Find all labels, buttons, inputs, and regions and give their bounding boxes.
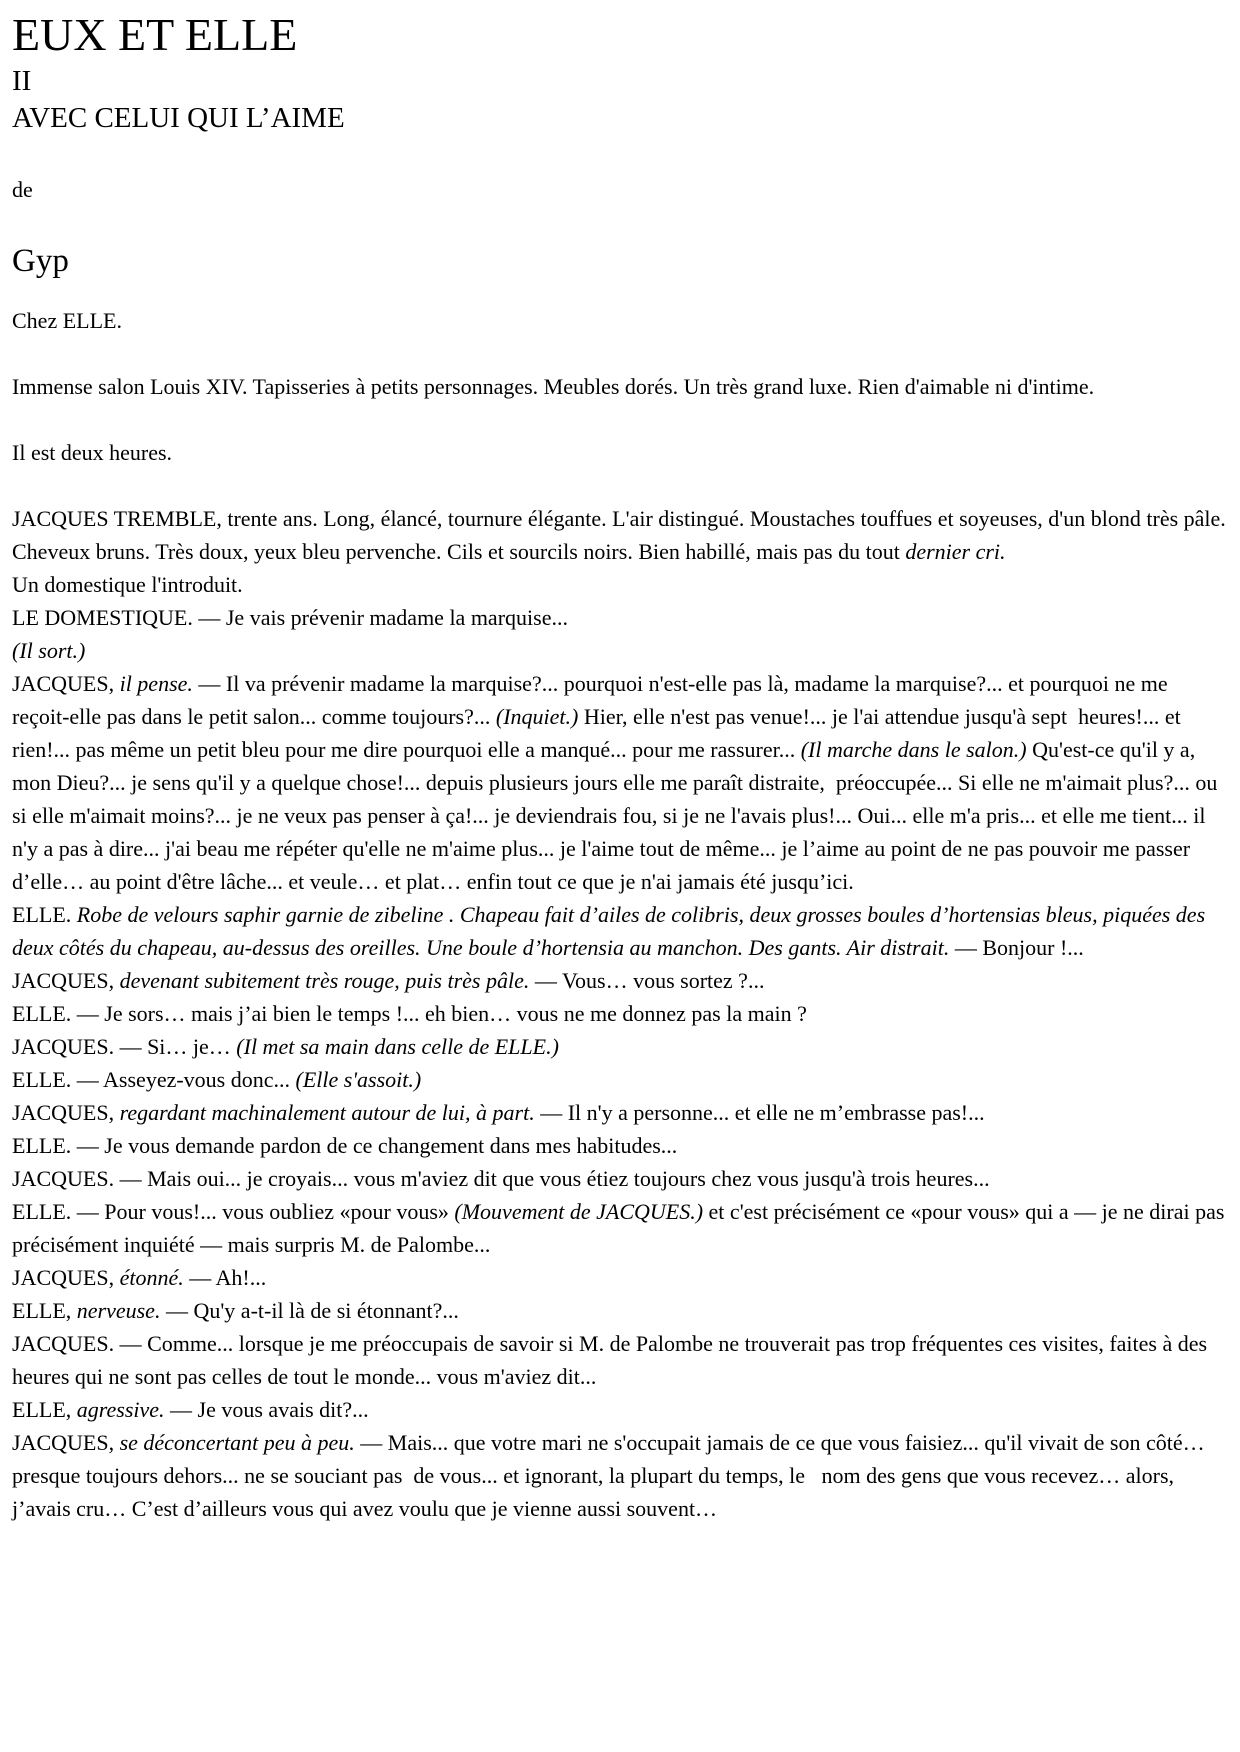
text-run: JACQUES TREMBLE, trente ans. Long, élancé, tournure élégante. L'air distingué. Moustaches touffues et soyeuses, d'un blond très pâle. Cheveux bruns. Très doux, yeux bleu pervenche. Cils et sourcils noirs. Bien habillé, mais pas du tout — [12, 506, 1232, 564]
text-run: Chez ELLE. — [12, 308, 122, 333]
dialogue-line — [12, 1195, 1228, 1261]
text-run: Un domestique l'introduit. — [12, 572, 243, 597]
dialogue-line — [12, 1294, 1228, 1327]
text-run: — Il va prévenir madame la marquise?... pourquoi n'est-elle pas là, madame la marquise?... et pourquoi ne me reçoit-elle pas dans le petit salon... comme toujours?... — [12, 671, 1174, 729]
text-run: ELLE, — [12, 1397, 77, 1422]
italic-text: devenant subitement très rouge, puis très pâle. — [119, 968, 530, 993]
text-run: — Il n'y a personne... et elle ne m’embrasse pas!... — [534, 1100, 985, 1125]
text-run: ELLE. — Je vous demande pardon de ce changement dans mes habitudes... — [12, 1133, 678, 1158]
dialogue-line — [12, 1129, 1228, 1162]
text-run: Il est deux heures. — [12, 440, 173, 465]
text-run: Qu'est-ce qu'il y a, mon Dieu?... je sens qu'il y a quelque chose!... depuis plusieurs jours elle me paraît distraite, préoccupée... Si elle ne m'aimait plus?... ou si elle m'aimait moins?... je ne veux pas penser à ça!... je deviendrais fou, si je ne l'avais plus!... Oui... elle m'a pris... et elle me tient... il n'y a pas à dire... j'ai beau me répéter qu'elle ne m'aime plus... je l'aime tout de même... je l’aime au point de ne pas pouvoir me passer d’elle… au point d'être lâche... et veule… et plat… enfin tout ce que je n'ai jamais été jusqu’ici. — [12, 737, 1223, 894]
text-run: JACQUES. — Mais oui... je croyais... vous m'aviez dit que vous étiez toujours chez vous jusqu'à trois heures... — [12, 1166, 990, 1191]
italic-text: (Il met sa main dans celle de ELLE.) — [236, 1034, 559, 1059]
dialogue-line — [12, 898, 1228, 964]
dialogue-line — [12, 1426, 1228, 1525]
text-run: JACQUES. — Comme... lorsque je me préoccupais de savoir si M. de Palombe ne trouverait pas trop fréquentes ces visites, faites à des heures qui ne sont pas celles de tout le monde... vous m'aviez dit... — [12, 1331, 1213, 1389]
text-run: JACQUES, — [12, 1100, 120, 1125]
text-run: — Vous… vous sortez ?... — [529, 968, 765, 993]
dialogue-line — [12, 1063, 1228, 1096]
dialogue-line — [12, 964, 1228, 997]
text-run: Immense salon Louis XIV. Tapisseries à petits personnages. Meubles dorés. Un très grand luxe. Rien d'aimable ni d'intime. — [12, 374, 1095, 399]
italic-text: étonné. — [119, 1265, 184, 1290]
italic-text: (Il sort.) — [12, 638, 86, 663]
italic-text: (Inquiet.) — [495, 704, 579, 729]
text-run: et c'est précisément ce «pour vous» qui a — je ne dirai pas précisément inquiété — mais surpris M. de Palombe... — [12, 1199, 1230, 1257]
italic-text: se déconcertant peu à peu. — [119, 1430, 355, 1455]
stage-direction — [12, 568, 1228, 601]
scene-setting — [12, 304, 1228, 337]
text-run: ELLE. — Asseyez-vous donc... — [12, 1067, 296, 1092]
text-run: ELLE. — [12, 902, 77, 927]
dialogue-line — [12, 997, 1228, 1030]
italic-text: (Elle s'assoit.) — [295, 1067, 422, 1092]
text-run: LE DOMESTIQUE. — Je vais prévenir madame la marquise... — [12, 605, 568, 630]
italic-text: nerveuse. — [76, 1298, 161, 1323]
dialogue-line — [12, 601, 1228, 634]
italic-text: (Il marche dans le salon.) — [800, 737, 1027, 762]
italic-text: il pense. — [119, 671, 193, 696]
author-name: Gyp — [12, 243, 69, 279]
dialogue-line — [12, 1096, 1228, 1129]
text-run: JACQUES, — [12, 1265, 120, 1290]
document-body — [12, 304, 1232, 1525]
italic-text: regardant machinalement autour de lui, à part. — [119, 1100, 535, 1125]
stage-direction — [12, 634, 1228, 667]
dialogue-line — [12, 1030, 1228, 1063]
text-run: JACQUES, — [12, 968, 120, 993]
dialogue-line — [12, 1261, 1228, 1294]
italic-text: dernier cri. — [905, 539, 1006, 564]
text-run: — Ah!... — [183, 1265, 267, 1290]
byline: de — [12, 177, 33, 202]
text-run: JACQUES. — Si… je… — [12, 1034, 237, 1059]
text-run: — Qu'y a-t-il là de si étonnant?... — [160, 1298, 459, 1323]
page-title: EUX ET ELLE — [12, 9, 298, 60]
dialogue-line — [12, 667, 1228, 898]
dialogue-line — [12, 1393, 1228, 1426]
text-run: Hier, elle n'est pas venue!... je l'ai attendue jusqu'à sept heures!... et rien!... pas même un petit bleu pour me dire pourquoi elle a manqué... pour me rassurer... — [12, 704, 1187, 762]
text-run: — Mais... que votre mari ne s'occupait jamais de ce que vous faisiez... qu'il vivait de son côté… presque toujours dehors... ne se souciant pas de vous... et ignorant, la plupart du temps, le nom des gens que vous recevez… alors, j’avais cru… C’est d’ailleurs vous qui avez voulu que je vienne aussi souvent… — [12, 1430, 1211, 1521]
dialogue-line — [12, 1162, 1228, 1195]
subtitle: AVEC CELUI QUI L’AIME — [12, 102, 345, 134]
text-run: ELLE. — Je sors… mais j’ai bien le temps !... eh bien… vous ne me donnez pas la main ? — [12, 1001, 807, 1026]
text-run: — Bonjour !... — [949, 935, 1084, 960]
text-run: ELLE, — [12, 1298, 77, 1323]
character-description — [12, 502, 1232, 568]
stage-description — [12, 370, 1228, 403]
dialogue-line — [12, 1327, 1228, 1393]
italic-text: agressive. — [76, 1397, 165, 1422]
text-run: ELLE. — Pour vous!... vous oubliez «pour vous» — [12, 1199, 455, 1224]
text-run: JACQUES, — [12, 671, 120, 696]
text-run: JACQUES, — [12, 1430, 120, 1455]
time-note — [12, 436, 1228, 469]
text-run: — Je vous avais dit?... — [164, 1397, 369, 1422]
italic-text: (Mouvement de JACQUES.) — [454, 1199, 704, 1224]
part-number: II — [12, 65, 32, 97]
italic-text: Robe de velours saphir garnie de zibeline . Chapeau fait d’ailes de colibris, deux grosses boules d’hortensias bleus, piquées des deux côtés du chapeau, au-dessus des oreilles. Une boule d’hortensia au manchon. Des gants. Air distrait. — [12, 902, 1211, 960]
